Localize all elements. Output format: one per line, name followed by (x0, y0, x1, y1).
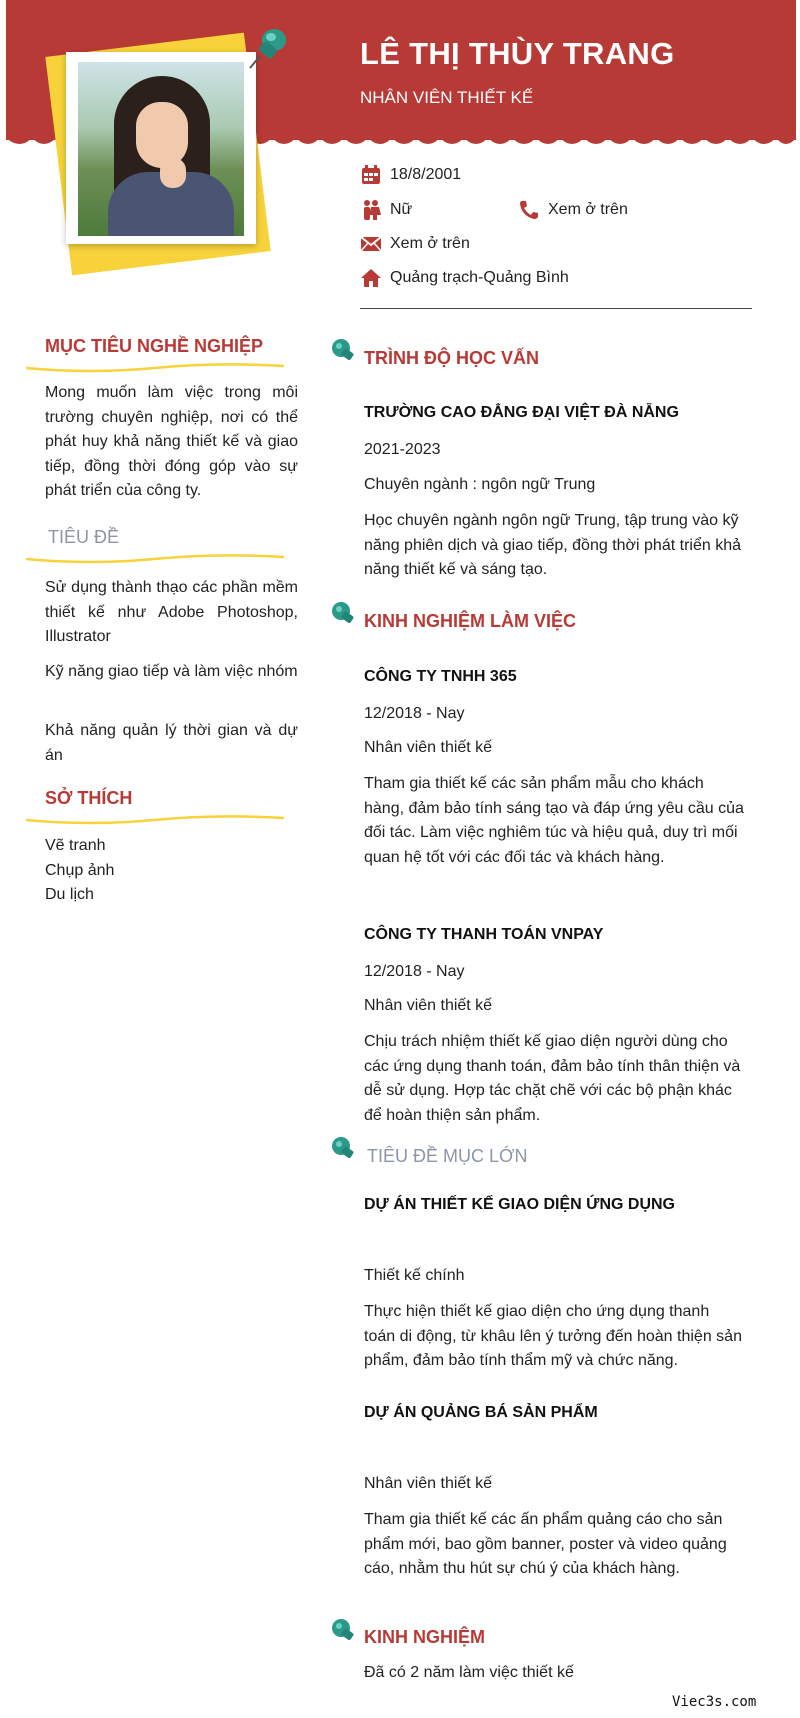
projects-heading: TIÊU ĐỀ MỤC LỚN (367, 1146, 528, 1166)
squiggle-divider (26, 362, 284, 374)
objective-heading: MỤC TIÊU NGHỀ NGHIỆP (45, 336, 264, 356)
phone-icon (518, 200, 540, 220)
skill-item: Kỹ năng giao tiếp và làm việc nhóm (45, 663, 298, 680)
gender-icon (360, 200, 382, 220)
summary-text: Đã có 2 năm làm việc thiết kế (364, 1664, 574, 1681)
candidate-name: LÊ THỊ THÙY TRANG (360, 36, 675, 71)
watermark: Viec3s.com (672, 1694, 757, 1710)
email-value[interactable]: Xem ở trên (390, 235, 470, 252)
education-description: Học chuyên ngành ngôn ngữ Trung, tập trung vào kỹ năng phiên dịch và giao tiếp, đồng thời phát triển khả năng thiết kế và sáng tạo. (364, 512, 741, 578)
education-period: 2021-2023 (364, 441, 441, 458)
squiggle-divider (26, 553, 284, 565)
job-role: Nhân viên thiết kế (364, 997, 493, 1014)
education-major: Chuyên ngành : ngôn ngữ Trung (364, 476, 596, 493)
job-description: Tham gia thiết kế các sản phẩm mẫu cho khách hàng, đảm bảo tính sáng tạo và đáp ứng yêu cầu của đối tác. Làm việc nghiêm túc và hiệu quả, duy trì mối quan hệ tốt với các đối tác và khách hàng. (364, 775, 744, 866)
profile-photo (78, 62, 244, 236)
hobby-item: Chụp ảnh (45, 862, 115, 879)
job-period: 12/2018 - Nay (364, 705, 465, 722)
summary-heading: KINH NGHIỆM (364, 1627, 485, 1647)
pushpin-icon (330, 1618, 356, 1646)
job-company: CÔNG TY TNHH 365 (364, 668, 517, 685)
project-description: Tham gia thiết kế các ấn phẩm quảng cáo cho sản phẩm mới, bao gồm banner, poster và video quảng cáo, nhằm thu hút sự chú ý của khách hàng. (364, 1511, 727, 1577)
envelope-icon (360, 234, 382, 254)
contact-divider (360, 308, 752, 309)
pushpin-icon (330, 338, 356, 366)
education-heading: TRÌNH ĐỘ HỌC VẤN (364, 348, 539, 368)
address-value: Quảng trạch-Quảng Bình (390, 269, 569, 286)
project-description: Thực hiện thiết kế giao diện cho ứng dụng thanh toán di động, từ khâu lên ý tưởng đến hoàn thiện sản phẩm, đảm bảo tính thẩm mỹ và chức năng. (364, 1303, 742, 1369)
project-name: DỰ ÁN QUẢNG BÁ SẢN PHẨM (364, 1404, 598, 1421)
hobby-item: Vẽ tranh (45, 837, 106, 854)
job-role: Nhân viên thiết kế (364, 739, 493, 756)
project-name: DỰ ÁN THIẾT KẾ GIAO DIỆN ỨNG DỤNG (364, 1196, 675, 1213)
squiggle-divider (26, 814, 284, 826)
calendar-icon (360, 165, 382, 185)
job-description: Chịu trách nhiệm thiết kế giao diện người dùng cho các ứng dụng thanh toán, đảm bảo tính thân thiện và dễ sử dụng. Hợp tác chặt chẽ với các bộ phận khác để hoàn thiện sản phẩm. (364, 1033, 741, 1124)
profile-photo-frame (66, 52, 256, 244)
experience-heading: KINH NGHIỆM LÀM VIỆC (364, 611, 577, 631)
pushpin-icon (330, 1136, 356, 1164)
pushpin-icon (330, 601, 356, 629)
birthdate-value: 18/8/2001 (390, 166, 462, 183)
home-icon (360, 268, 382, 288)
candidate-job-title: NHÂN VIÊN THIẾT KẾ (360, 88, 534, 107)
email-row (360, 234, 470, 254)
phone-row (518, 200, 628, 220)
skill-item: Sử dụng thành thạo các phần mềm thiết kế như Adobe Photoshop, Illustrator (45, 579, 298, 645)
project-role: Nhân viên thiết kế (364, 1475, 493, 1492)
project-role: Thiết kế chính (364, 1267, 465, 1284)
skills-heading: TIÊU ĐỀ (48, 527, 120, 547)
pushpin-icon (246, 26, 290, 70)
birthdate-row (360, 165, 461, 185)
phone-value[interactable]: Xem ở trên (548, 201, 628, 218)
objective-text: Mong muốn làm việc trong môi trường chuyên nghiệp, nơi có thể phát huy khả năng thiết kế và giao tiếp, đồng thời đóng góp vào sự phát triển của công ty. (45, 384, 298, 499)
hobby-item: Du lịch (45, 886, 94, 903)
school-name: TRƯỜNG CAO ĐẲNG ĐẠI VIỆT ĐÀ NẴNG (364, 404, 679, 421)
address-row (360, 268, 569, 288)
skill-item: Khả năng quản lý thời gian và dự án (45, 722, 298, 764)
hobbies-heading: SỞ THÍCH (45, 788, 133, 808)
gender-value: Nữ (390, 201, 413, 218)
job-company: CÔNG TY THANH TOÁN VNPAY (364, 926, 604, 943)
job-period: 12/2018 - Nay (364, 963, 465, 980)
gender-row (360, 200, 412, 220)
